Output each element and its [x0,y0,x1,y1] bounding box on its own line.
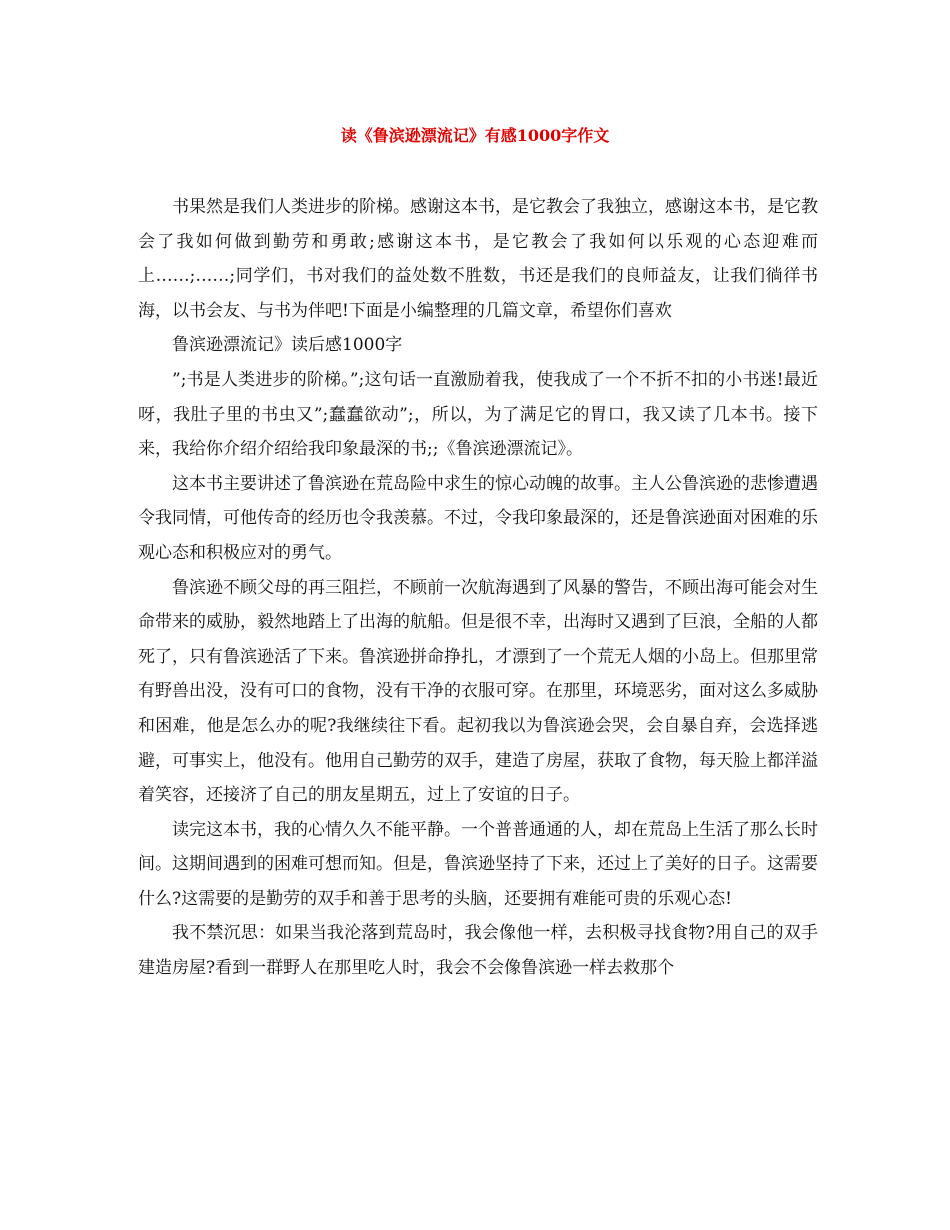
paragraph-reflection: 读完这本书，我的心情久久不能平静。一个普普通通的人，却在荒岛上生活了那么长时间。这期间遇到的困难可想而知。但是，鲁滨逊坚持了下来，还过上了美好的日子。这需要什么?这需要的是勤劳的双手和善于思考的头脑，还要拥有难能可贵的乐观心态! [138,819,818,909]
paragraph-summary: 这本书主要讲述了鲁滨逊在荒岛险中求生的惊心动魄的故事。主人公鲁滨逊的悲惨遭遇令我同情，可他传奇的经历也令我羡慕。不过，令我印象最深的，还是鲁滨逊面对困难的乐观心态和积极应对的勇气。 [138,473,818,563]
document-body [138,190,818,986]
paragraph-contemplation: 我不禁沉思：如果当我沦落到荒岛时，我会像他一样，去积极寻找食物?用自己的双手建造房屋?看到一群野人在那里吃人时，我会不会像鲁滨逊一样去救那个 [138,923,818,979]
paragraph-intro: 书果然是我们人类进步的阶梯。感谢这本书，是它教会了我独立，感谢这本书，是它教会了我如何做到勤劳和勇敢;感谢这本书，是它教会了我如何以乐观的心态迎难而上……;……;同学们，书对我们的益处数不胜数，书还是我们的良师益友，让我们徜徉书海，以书会友、与书为伴吧!下面是小编整理的几篇文章，希望你们喜欢 [138,197,818,321]
paragraph-story: 鲁滨逊不顾父母的再三阻拦，不顾前一次航海遇到了风暴的警告，不顾出海可能会对生命带来的威胁，毅然地踏上了出海的航船。但是很不幸，出海时又遇到了巨浪，全船的人都死了，只有鲁滨逊活了下来。鲁滨逊拼命挣扎，才漂到了一个荒无人烟的小岛上。但那里常有野兽出没，没有可口的食物，没有干净的衣服可穿。在那里，环境恶劣，面对这么多威胁和困难，他是怎么办的呢?我继续往下看。起初我以为鲁滨逊会哭，会自暴自弃，会选择逃避，可事实上，他没有。他用自己勤劳的双手，建造了房屋，获取了食物，每天脸上都洋溢着笑容，还接济了自己的朋友星期五，过上了安谊的日子。 [138,577,818,806]
paragraph-quote: ”;书是人类进步的阶梯。”;这句话一直激励着我，使我成了一个不折不扣的小书迷!最近呀，我肚子里的书虫又”;蠢蠢欲动”;，所以，为了满足它的胃口，我又读了几本书。接下来，我给你介绍介绍给我印象最深的书;;《鲁滨逊漂流记》。 [138,369,818,460]
document-title: 读《鲁滨逊漂流记》有感1000字作文 [340,126,610,145]
paragraph-subheading: 鲁滨逊漂流记》读后感1000字 [172,335,403,356]
